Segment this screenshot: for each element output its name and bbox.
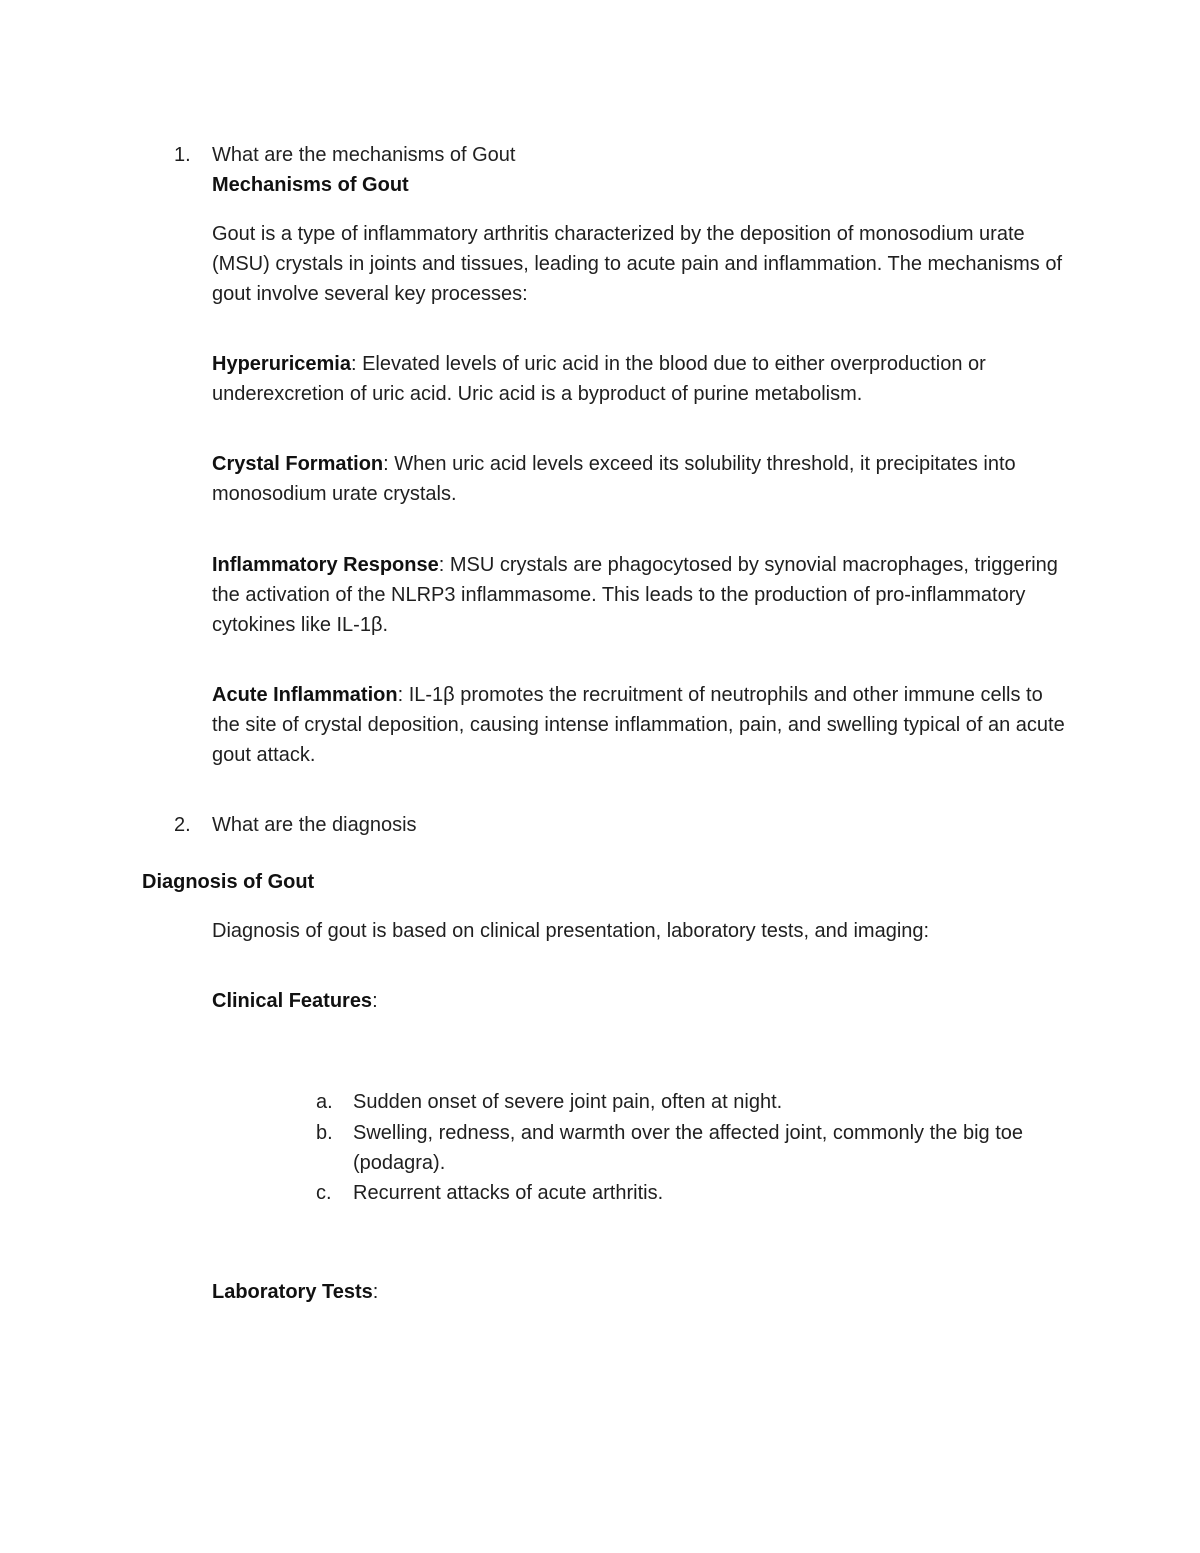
point-text: : When uric acid levels exceed its solubility threshold, it precipitates into monosodium urate crystals. [212,453,1016,505]
list-item [0,1118,1200,1178]
diagnosis-heading: Diagnosis of Gout [142,871,315,893]
list-text: Swelling, redness, and warmth over the affected joint, commonly the big toe (podagra). [353,1122,1023,1174]
point-acute-inflammation [212,680,1072,770]
point-inflammatory-response [212,550,1072,640]
point-hyperuricemia [212,349,1072,409]
point-text: : MSU crystals are phagocytosed by synovial macrophages, triggering the activation of the NLRP3 inflammasome. This leads to the production of pro-inflammatory cytokines like IL-1β. [212,554,1058,636]
point-term: Inflammatory Response [212,554,439,576]
list-letter: b. [316,1122,333,1144]
question-1: What are the mechanisms of Gout [212,144,516,166]
clinical-features-heading [212,986,1072,1016]
point-term: Crystal Formation [212,453,384,475]
list-number-1: 1. [174,144,191,166]
clinical-features-term: Clinical Features [212,990,373,1012]
point-term: Acute Inflammation [212,684,398,706]
laboratory-tests-heading [212,1277,1072,1307]
list-item [0,1087,1200,1117]
list-text: Recurrent attacks of acute arthritis. [353,1182,664,1204]
point-text: : Elevated levels of uric acid in the blood due to either overproduction or underexcretion of uric acid. Uric acid is a byproduct of purine metabolism. [212,353,986,405]
point-term: Hyperuricemia [212,353,351,375]
list-text: Sudden onset of severe joint pain, often at night. [353,1091,783,1113]
point-text: : IL-1β promotes the recruitment of neutrophils and other immune cells to the site of crystal deposition, causing intense inflammation, pain, and swelling typical of an acute gout attack. [212,684,1065,766]
list-item [0,1178,1200,1208]
question-2: What are the diagnosis [212,814,417,836]
laboratory-tests-term: Laboratory Tests [212,1281,373,1303]
list-letter: c. [316,1182,332,1204]
laboratory-tests-suffix: : [372,1281,379,1303]
mechanisms-intro: Gout is a type of inflammatory arthritis characterized by the deposition of monosodium urate (MSU) crystals in joints and tissues, leading to acute pain and inflammation. The mechanisms of gout involve several key processes: [212,223,1063,305]
point-crystal-formation [212,449,1072,509]
list-number-2: 2. [174,814,191,836]
clinical-features-suffix: : [372,990,378,1012]
diagnosis-intro: Diagnosis of gout is based on clinical presentation, laboratory tests, and imaging: [212,920,930,942]
mechanisms-heading: Mechanisms of Gout [212,174,409,196]
list-letter: a. [316,1091,333,1113]
